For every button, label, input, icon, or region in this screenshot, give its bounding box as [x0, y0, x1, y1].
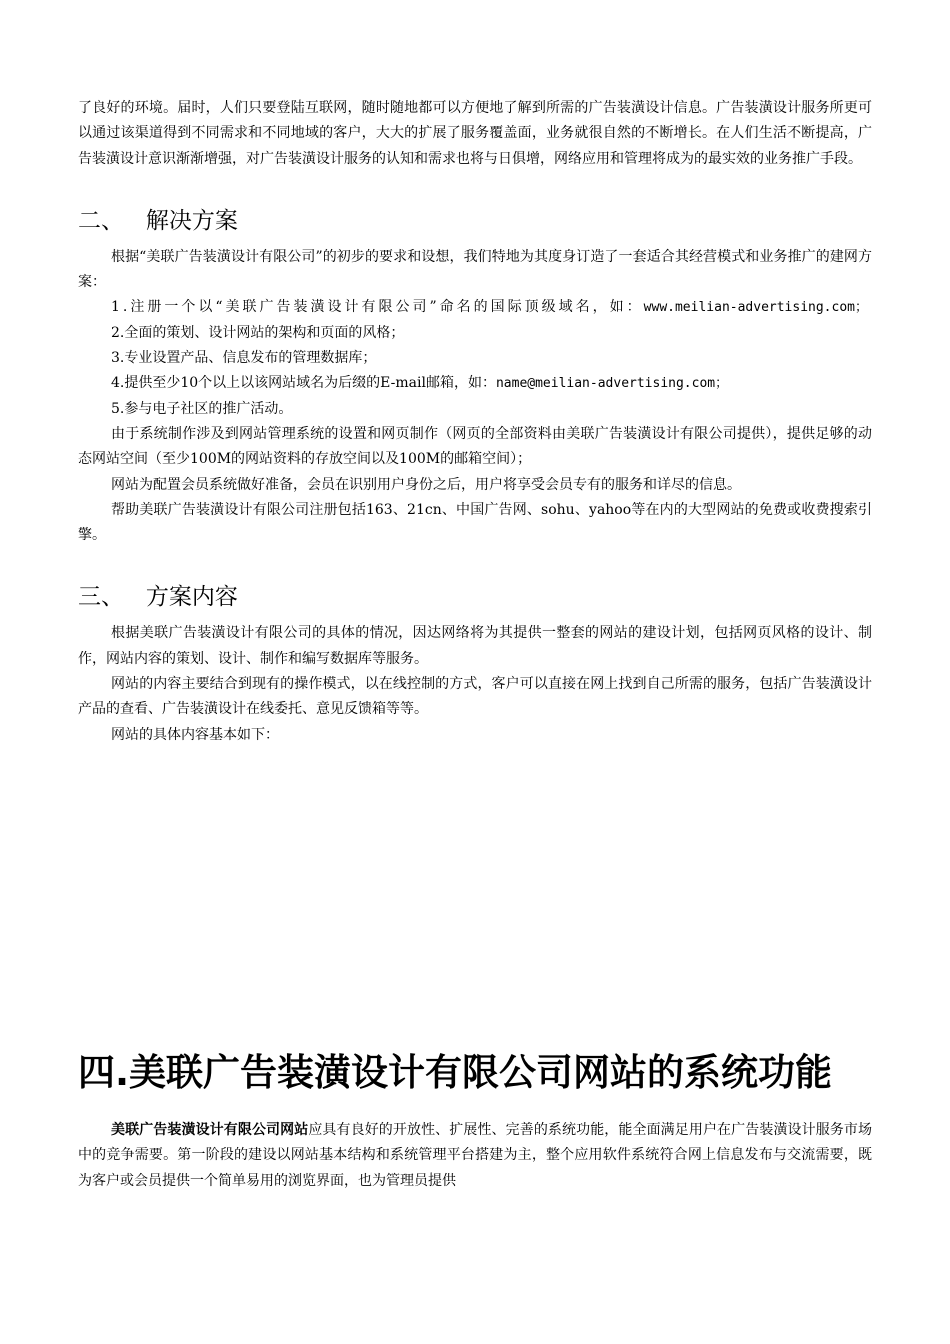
section-2-heading: 二、 解决方案 — [78, 207, 238, 234]
section-3-body — [78, 621, 872, 747]
section-4-paragraph — [78, 1118, 872, 1194]
company-site-name: 美联广告装潢设计有限公司网站 — [111, 1121, 309, 1138]
section-3-paragraph-2: 网站的内容主要结合到现有的操作模式，以在线控制的方式，客户可以直接在网上找到自己所需的服务，包括广告装潢设计产品的查看、广告装潢设计在线委托、意见反馈箱等等。 — [78, 676, 872, 718]
section-4-heading: 四.美联广告装潢设计有限公司网站的系统功能 — [78, 1050, 833, 1094]
list-item-2: 2.全面的策划、设计网站的架构和页面的风格； — [111, 324, 405, 341]
list-item-3: 3.专业设置产品、信息发布的管理数据库； — [111, 350, 377, 367]
list-item-4 — [78, 371, 872, 396]
list-item-1 — [78, 295, 872, 320]
section-3-heading: 三、 方案内容 — [78, 584, 238, 611]
system-paragraph: 由于系统制作涉及到网站管理系统的设置和网页制作（网页的全部资料由美联广告装潢设计有限公司提供），提供足够的动态网站空间（至少100M的网站资料的存放空间以及100M的邮箱空间）； — [78, 425, 872, 468]
section-2-intro: 根据“美联广告装潢设计有限公司”的初步的要求和设想，我们特地为其度身订造了一套适合其经营模式和业务推广的建网方案： — [78, 248, 872, 291]
search-engine-paragraph: 帮助美联广告装潢设计有限公司注册包括163、21cn、中国广告网、sohu、yahoo等在内的大型网站的免费或收费搜索引擎。 — [78, 501, 872, 544]
list-item-4-email: name@meilian-advertising.com； — [495, 376, 729, 392]
document-page — [78, 96, 872, 1194]
section-3-paragraph-1: 根据美联广告装潢设计有限公司的具体的情况，因达网络将为其提供一整套的网站的建设计划，包括网页风格的设计、制作，网站内容的策划、设计、制作和编写数据库等服务。 — [78, 625, 872, 667]
member-paragraph: 网站为配置会员系统做好准备，会员在识别用户身份之后，用户将享受会员专有的服务和详尽的信息。 — [111, 476, 741, 493]
section-4-paragraph-text: 应具有良好的开放性、扩展性、完善的系统功能，能全面满足用户在广告装潢设计服务市场中的竞争需要。第一阶段的建设以网站基本结构和系统管理平台搭建为主，整个应用软件系统符合网上信息发布与交流需要，既为客户或会员提供一个简单易用的浏览界面，也为管理员提供 — [78, 1121, 873, 1189]
list-item-1-text: 1.注册一个以“美联广告装潢设计有限公司”命名的国际顶级域名，如： — [111, 299, 644, 316]
list-item-4-text: 4.提供至少10个以上以该网站域名为后缀的E-mail邮箱，如： — [111, 375, 496, 392]
list-item-1-domain: www.meilian-advertising.com； — [643, 300, 868, 316]
intro-paragraph: 了良好的环境。届时，人们只要登陆互联网，随时随地都可以方便地了解到所需的广告装潢设计信息。广告装潢设计服务所更可以通过该渠道得到不同需求和不同地域的客户，大大的扩展了服务覆盖面，业务就很自然的不断增长。在人们生活不断提高，广告装潢设计意识渐渐增强，对广告装潢设计服务的认知和需求也将与日俱增，网络应用和管理将成为的最实效的业务推广手段。 — [78, 100, 872, 167]
section-2-body — [78, 245, 872, 549]
section-3-paragraph-3: 网站的具体内容基本如下： — [111, 726, 279, 743]
list-item-5: 5.参与电子社区的推广活动。 — [111, 400, 293, 417]
